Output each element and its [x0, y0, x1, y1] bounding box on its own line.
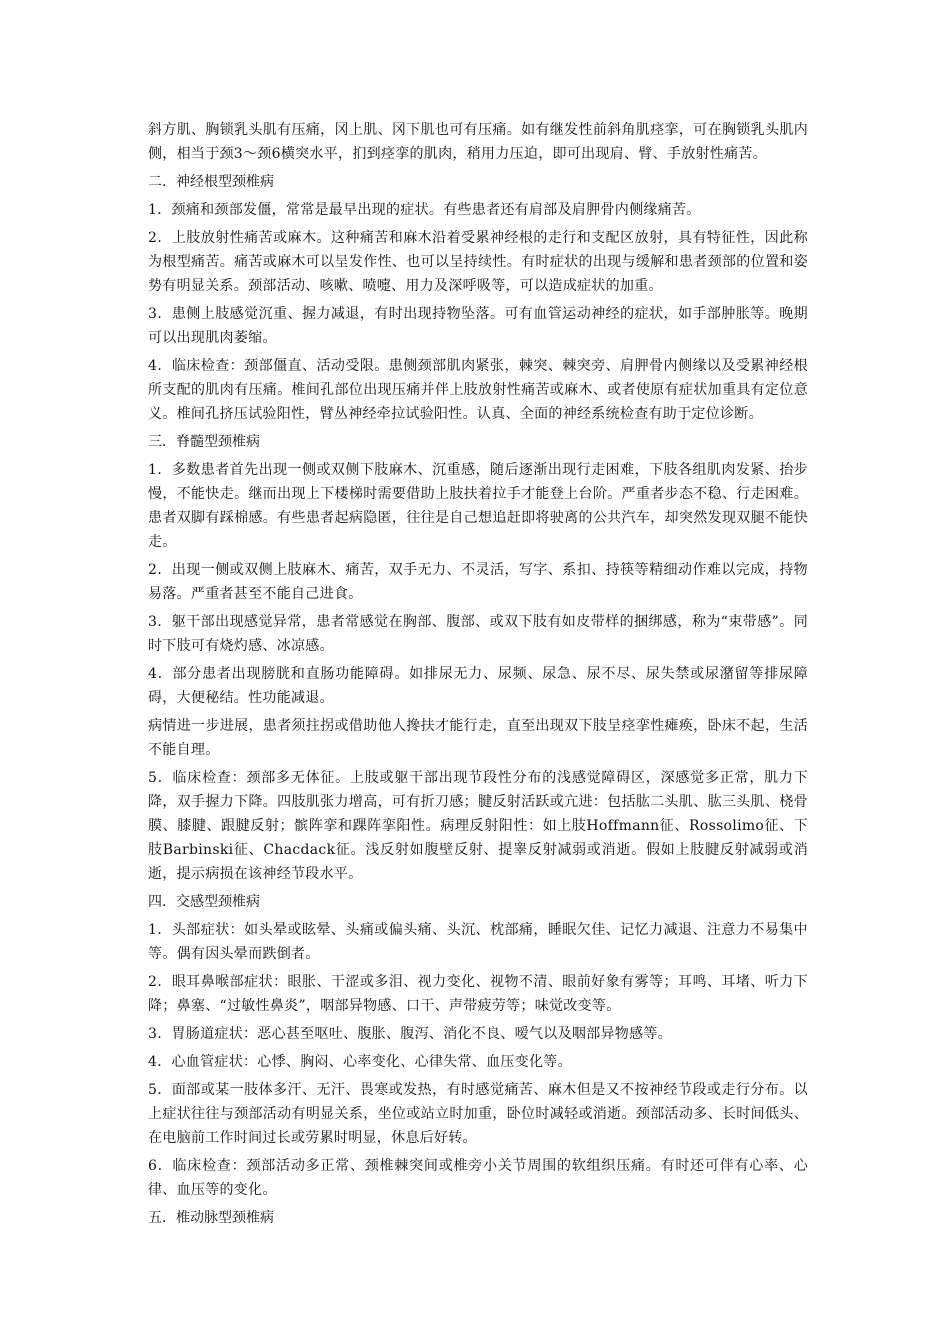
paragraph: 2．上肢放射性痛苦或麻木。这种痛苦和麻木沿着受累神经根的走行和支配区放射，具有特征性，因此称为根型痛苦。痛苦或麻木可以呈发作性、也可以呈持续性。有时症状的出现与缓解和患者颈部的位置和姿势有明显关系。颈部活动、咳嗽、喷嚏、用力及深呼吸等，可以造成症状的加重。 [148, 230, 808, 294]
paragraph: 3．胃肠道症状：恶心甚至呕吐、腹胀、腹泻、消化不良、嗳气以及咽部异物感等。 [148, 1026, 673, 1042]
paragraph: 4．临床检查：颈部僵直、活动受限。患侧颈部肌肉紧张，棘突、棘突旁、肩胛骨内侧缘以及受累神经根所支配的肌肉有压痛。椎间孔部位出现压痛并伴上肢放射性痛苦或麻木、或者使原有症状加重具有定位意义。椎间孔挤压试验阳性，臂丛神经牵拉试验阳性。认真、全面的神经系统检查有助于定位诊断。 [148, 358, 808, 422]
paragraph: 2．出现一侧或双侧上肢麻木、痛苦，双手无力、不灵活，写字、系扣、持筷等精细动作难以完成，持物易落。严重者甚至不能自己进食。 [148, 562, 808, 602]
paragraph: 6．临床检查：颈部活动多正常、颈椎棘突间或椎旁小关节周围的软组织压痛。有时还可伴有心率、心律、血压等的变化。 [148, 1158, 808, 1198]
paragraph: 病情进一步进展，患者须拄拐或借助他人搀扶才能行走，直至出现双下肢呈痉挛性瘫痪，卧床不起，生活不能自理。 [148, 718, 808, 758]
document-page [148, 118, 808, 1234]
paragraph: 1．多数患者首先出现一侧或双侧下肢麻木、沉重感，随后逐渐出现行走困难，下肢各组肌肉发紧、抬步慢，不能快走。继而出现上下楼梯时需要借助上肢扶着拉手才能登上台阶。严重者步态不稳、行走困难。患者双脚有踩棉感。有些患者起病隐匿，往往是自己想追赶即将驶离的公共汽车，却突然发现双腿不能快走。 [148, 462, 808, 550]
paragraph: 2．眼耳鼻喉部症状：眼胀、干涩或多泪、视力变化、视物不清、眼前好象有雾等；耳鸣、耳堵、听力下降；鼻塞、“过敏性鼻炎”，咽部异物感、口干、声带疲劳等；味觉改变等。 [148, 974, 808, 1014]
paragraph: 4．部分患者出现膀胱和直肠功能障碍。如排尿无力、尿频、尿急、尿不尽、尿失禁或尿潴留等排尿障碍，大便秘结。性功能减退。 [148, 666, 808, 706]
paragraph: 1．颈痛和颈部发僵，常常是最早出现的症状。有些患者还有肩部及肩胛骨内侧缘痛苦。 [148, 202, 701, 218]
paragraph-continued: 斜方肌、胸锁乳头肌有压痛，冈上肌、冈下肌也可有压痛。如有继发性前斜角肌痉挛，可在胸锁乳头肌内侧，相当于颈3～颈6横突水平，扪到痉挛的肌肉，稍用力压迫，即可出现肩、臂、手放射性痛苦。 [148, 122, 808, 162]
paragraph: 4．心血管症状：心悸、胸闷、心率变化、心律失常、血压变化等。 [148, 1054, 572, 1070]
paragraph: 1．头部症状：如头晕或眩晕、头痛或偏头痛、头沉、枕部痛，睡眠欠佳、记忆力减退、注意力不易集中等。偶有因头晕而跌倒者。 [148, 922, 808, 962]
paragraph: 3．躯干部出现感觉异常，患者常感觉在胸部、腹部、或双下肢有如皮带样的捆绑感，称为“束带感”。同时下肢可有烧灼感、冰凉感。 [148, 614, 808, 654]
section-heading-2: 二．神经根型颈椎病 [148, 174, 274, 190]
section-heading-5: 五．椎动脉型颈椎病 [148, 1210, 274, 1226]
paragraph: 5．面部或某一肢体多汗、无汗、畏寒或发热，有时感觉痛苦、麻木但是又不按神经节段或走行分布。以上症状往往与颈部活动有明显关系，坐位或站立时加重，卧位时减轻或消逝。颈部活动多、长时间低头、在电脑前工作时间过长或劳累时明显，休息后好转。 [148, 1082, 808, 1146]
paragraph: 5．临床检查：颈部多无体征。上肢或躯干部出现节段性分布的浅感觉障碍区，深感觉多正常，肌力下降，双手握力下降。四肢肌张力增高，可有折刀感；腱反射活跃或亢进：包括肱二头肌、肱三头肌、桡骨膜、膝腱、跟腱反射；髌阵挛和踝阵挛阳性。病理反射阳性：如上肢Hoffmann征、Rossolimo征、下肢Barbinski征、Chacdack征。浅反射如腹壁反射、提睾反射减弱或消逝。假如上肢腱反射减弱或消逝，提示病损在该神经节段水平。 [148, 770, 808, 882]
paragraph: 3．患侧上肢感觉沉重、握力减退，有时出现持物坠落。可有血管运动神经的症状，如手部肿胀等。晚期可以出现肌肉萎缩。 [148, 306, 808, 346]
section-heading-4: 四．交感型颈椎病 [148, 894, 260, 910]
section-heading-3: 三．脊髓型颈椎病 [148, 434, 260, 450]
